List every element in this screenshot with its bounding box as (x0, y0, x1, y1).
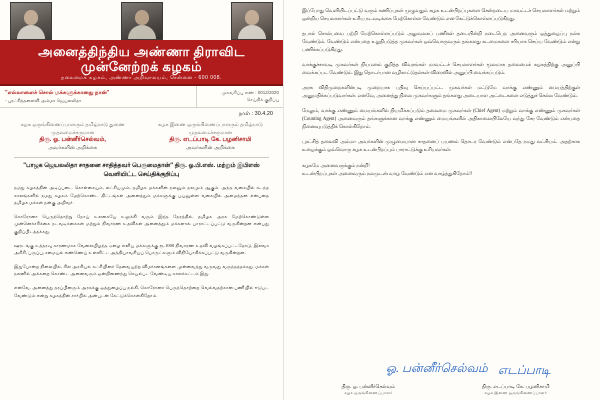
signatory-1-post: அவர்களின் அறிக்கை (48, 144, 98, 151)
paragraph: அரசு விதிமுறைகளின்படி முறையாக பதிவு செய்யப்பட்ட முகவர்கள் மட்டுமே வாக்கு எண்ணும் மையத்திற்குள் அனுமதிக்கப்படுவார்கள். எனவே, அனைத்து நிலை முகவர்களும் தங்களது அடையாள அட்டைகளை எடுத்துச் செல்ல வேண்டும். (302, 86, 580, 99)
slogan-quote: "எல்லாளைச் சொல் மக்களுக்கானது நான்" (5, 90, 110, 96)
paragraph: தபால் சொல்பவை பற்றி மேற்கொள்ளப்படும் அலுவலகப் பணிகள் தடையின்றி நடைபெற அனைவரும் ஒத்துழைப்பு நல்க வேண்டும். வேண்டும் என்பதை உறுதிபடுத்த முகவர்கள் ஒவ்வொருவரும் தங்களது கடமைகளை சரியாக செய்ய வேண்டும் என்று பணிக்கப்படுகிறது. (302, 32, 580, 53)
release-label: செய்திக் குறிப்பு (246, 97, 279, 102)
signature-names (302, 384, 582, 396)
signatory-2 (152, 122, 269, 152)
paragraph: எனவே, அனைத்து தரப்பினரும் அரசுக்கு ஒத்துழைப்பு நல்கி, கொரோனா பெருந்தொற்றை வெல்வதற்கான பணியில் ஈடுபட வேண்டும் என்று கழகத்தின் சார்பில் அன்புடன் கேட்டுக்கொள்கிறோம். (14, 284, 269, 298)
party-masthead (0, 40, 283, 84)
release-number: முகவரிப்பு எண் : 0012/2020 (221, 90, 279, 95)
right-page (284, 0, 600, 400)
signatory-1 (14, 122, 131, 152)
paragraph: ஊரடங்கு உத்தரவு காரணமாக வேலையிழந்த ஏழை எளிய மக்களுக்கு ரூ.1000 நிவாரண உதவி வழங்கப்பட்டதோடு, இலவச அரிசி, பருப்பு, சமையல் எண்ணெய் உள்ளிட்ட அத்தியாவசியப் பொருட்களும் விநியோகிக்கப்பட்டு வருகின்றன. (14, 242, 269, 256)
slogan-attribution: - புரட்சித்தலைவி அம்மா ஜெயலலிதா (5, 98, 82, 103)
party-name: அனைத்திந்திய அண்ணா திராவிட முன்னேற்றக் கழகம் (38, 44, 245, 74)
paragraph: இதுபோன்ற நிலையில், சில அரசியல் கட்சியினர் தேவையற்ற விமர்சனங்களை முன்வைத்து வருவது வருந்தத்தக்கது. மக்கள் நலனில் அக்கறை கொண்ட அனைவரும் ஒன்றிணைந்து செயல்பட வேண்டிய காலக்கட்டம் இது. (14, 263, 269, 277)
signature-area (284, 362, 600, 396)
headline: "பாஜக ஜெயலலிதா சாதனை சாதித்தவர் பெருமைதான்" திரு. ஓ.பி.எஸ். மற்றும் இபிஎஸ் வெளியிட்ட செய்திக்குறிப்பு (23, 163, 260, 178)
signatory-2-role: கழக இணை ஒருங்கிணைப்பாளரும் தமிழ்நாடு முதலமைச்சருமான (158, 122, 263, 136)
signature-name-1-sub: கழக ஒருங்கிணைப்பாளர் (344, 390, 393, 395)
leader-photo-3-icon (231, 2, 273, 40)
paragraph: வாக்குச்சாவடி முகவர்கள் நியமனம் குறித்த விவரங்கள் மாவட்டச் செயலாளர்கள் மூலமாக தலைமைக் கழகத்திற்கு அனுப்பி வைக்கப்பட வேண்டும். இது தொடர்பான வழிகாட்டுதல்கள் விரைவில் அனுப்பி வைக்கப்படும். (302, 63, 580, 76)
signature-eps-icon: எடப்பாடி (498, 363, 551, 377)
release-meta (197, 86, 283, 107)
closing-line: கழகமே அனைவருக்கும் நன்றி! (302, 164, 370, 169)
signature-name-1-text: திரு. ஓ. பன்னீர்செல்வம் (341, 385, 396, 390)
signatory-block (0, 120, 283, 154)
paragraph: நமது கழகத்தின் அடிப்படை கொள்கையும், லட்சியமும், தமிழக மக்களின் நலனும் நலமும் ஆகும். அந்த வகையில் கடந்த காலங்களில் நமது கழகம் மேற்கொண்ட திட்டங்கள் அனைத்தும் மக்களுக்கு பயனுள்ள வகையில் அமைந்தன என்பதை தமிழக மக்கள் நன்கு அறிவர். (14, 185, 269, 206)
left-page (0, 0, 284, 400)
headline-divider (14, 157, 269, 158)
paragraph: கொரோனா பெருந்தொற்று நோய் உலகையே உலுக்கி வரும் இந்த நேரத்தில், தமிழக அரசு மேற்கொண்டுள்ள முன்னெச்சரிக்கை நடவடிக்கைகள் மற்றும் நிவாரண உதவிகள் அனைத்தும் மக்களால் பாராட்டப்பட்டு வருகின்றன என்பது குறிப்பிடத்தக்கது. (14, 213, 269, 234)
signature-name-2 (455, 384, 576, 396)
signature-opp-icon: ஓ. பன்னீர்செல்வம் (386, 361, 488, 375)
party-address: தலைமைக் கழகம், அண்ணா அறிவாலயம், சென்னை - 600 008. (61, 75, 222, 81)
signature-name-2-text: திரு. எடப்பாடி கே. பழனிசாமி (481, 385, 550, 390)
left-body-text (0, 184, 283, 311)
signature-name-2-sub: கழக இணை ஒருங்கிணைப்பாளர் (484, 390, 547, 395)
release-date: நாள் : 30.4.20 (238, 111, 273, 117)
signatory-2-post: அவர்களின் அறிக்கை (185, 144, 235, 151)
paragraph: இப்போது வெளியிடப்பட்டு வரும் கணிப்புகள் முழுவதும் கழக உடன்பிறப்புகளை சென்றடைய மாவட்டச் செயலாளர்கள் மற்றும் ஒன்றிய செயலாளர்கள் உரிய நடவடிக்கை மேற்கொள்ள வேண்டும் என கேட்டுக்கொள்ளப்படுகிறது. (302, 9, 580, 22)
signatory-2-name: திரு. எடப்பாடி கே. பழனிசாமி (169, 137, 252, 143)
leader-photo-1-icon (10, 2, 52, 40)
slogan-box (0, 86, 197, 107)
leader-photo-strip (0, 0, 283, 40)
signatory-1-role: கழக ஒருங்கிணைப்பாளரும் தமிழ்நாடு துணை முதலமைச்சருமான (20, 122, 125, 136)
signatory-1-name: திரு. ஓ. பன்னீர்செல்வம், (39, 137, 106, 143)
leader-photo-2-icon (121, 2, 163, 40)
slogan-bar (0, 86, 283, 108)
paragraph: மேலும், வாக்கு எண்ணும் மையங்களில் நியமிக்கப்படும் தலைமை முகவர்கள் (Chief Agent) மற்றும் வாக்கு எண்ணும் முகவர்கள் (Counting Agent) அனைவரும் தங்களுக்கான வாக்கு எண்ணும் மையங்களில் அதிகாலையிலேயே வந்து சேர வேண்டும் என்பதை நினைவுபடுத்திக் கொள்கிறோம். (302, 109, 580, 130)
paragraph: புரட்சித் தலைவி அம்மா அவர்களின் முழுமையான சாதனைப் பயணம் தொடர வேண்டும் என்பதே நமது லட்சியம். அதற்காக உழைக்கும் ஒவ்வொரு கழக உடன்பிறப்பும் பாராட்டுக்கு உரியவர்கள். (302, 140, 580, 153)
closing-line: உடன்பிறப்புகள் அனைவரும் நலமுடன் வாழ வேண்டும் என வாழ்த்துகிறோம்!! (302, 172, 473, 177)
closing-block (302, 163, 580, 179)
signature-name-1 (308, 384, 429, 396)
